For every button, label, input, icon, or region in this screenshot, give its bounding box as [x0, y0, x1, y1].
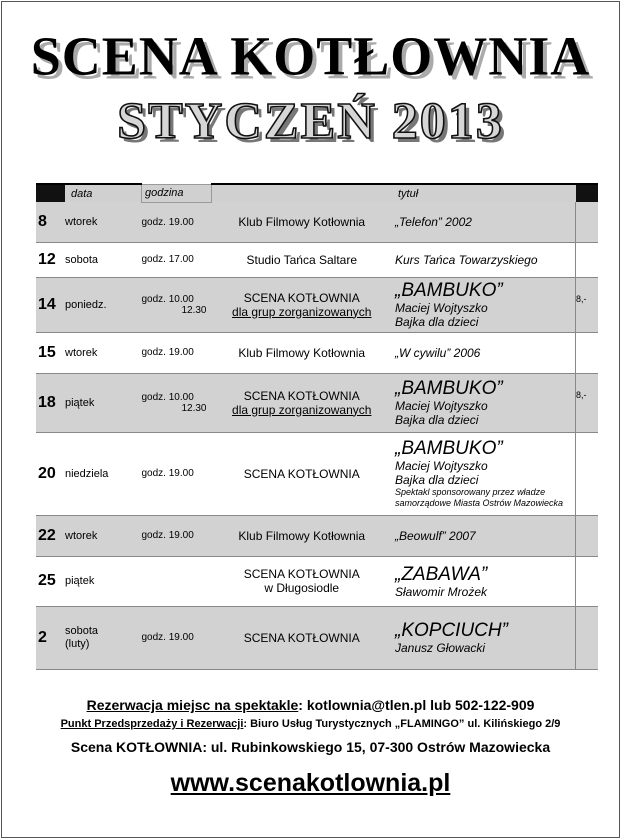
- event-time-cell: [142, 556, 212, 606]
- event-author: Maciej Wojtyszko: [395, 301, 488, 315]
- event-weekday: piątek: [65, 575, 95, 587]
- presale-line: [0, 718, 621, 730]
- event-extra: Bajka dla dzieci: [395, 473, 479, 487]
- event-time: godz. 19.00: [141, 347, 194, 358]
- event-title-cell: [392, 202, 576, 242]
- event-title: „Telefon” 2002: [395, 214, 472, 229]
- event-title: „Beowulf” 2007: [395, 528, 476, 543]
- reservation-contact: : kotlownia@tlen.pl lub 502-122-909: [298, 697, 535, 713]
- event-venue: SCENA KOTŁOWNIA: [243, 630, 360, 645]
- reservation-line: [0, 697, 621, 713]
- event-time: godz. 17.00: [141, 254, 194, 265]
- event-time-cell: [142, 515, 212, 556]
- event-price: [576, 556, 599, 606]
- event-title-big: „BAMBUKO”: [395, 280, 503, 301]
- event-venue-cell: [212, 277, 393, 332]
- event-title-cell: [392, 277, 576, 332]
- event-title-cell: [392, 515, 576, 556]
- event-weekday-cell: [65, 202, 142, 242]
- event-row: [36, 556, 598, 606]
- event-venue-2: dla grup zorganizowanych: [232, 402, 372, 417]
- event-day: 8: [36, 202, 65, 242]
- event-weekday: wtorek: [65, 346, 98, 359]
- event-day: 25: [36, 556, 65, 606]
- table-header: [36, 184, 598, 202]
- event-note: Spektakl sponsorowany przez władze samorządowe Miasta Ostrów Mazowiecka: [395, 487, 564, 508]
- event-extra: Bajka dla dzieci: [395, 413, 479, 427]
- event-title-cell: [392, 606, 576, 669]
- event-venue-cell: [212, 202, 393, 242]
- event-title: Kurs Tańca Towarzyskiego: [395, 252, 538, 267]
- event-weekday: piątek: [65, 396, 95, 409]
- event-row: [36, 515, 598, 556]
- event-row: [36, 373, 598, 432]
- event-weekday: sobota (luty): [65, 624, 99, 650]
- event-row: [36, 242, 598, 277]
- event-row: [36, 432, 598, 515]
- event-venue-cell: [212, 373, 393, 432]
- website-link[interactable]: www.scenakotlownia.pl: [170, 769, 451, 797]
- event-venue-cell: [212, 515, 393, 556]
- event-price: 8,-: [576, 373, 599, 432]
- event-title-cell: [392, 242, 576, 277]
- event-time-cell: [142, 606, 212, 669]
- header-date: data: [65, 184, 142, 202]
- event-weekday-cell: [65, 432, 142, 515]
- event-price: [576, 242, 599, 277]
- event-row: [36, 332, 598, 373]
- event-time: godz. 19.00: [141, 216, 194, 228]
- event-weekday: sobota: [65, 253, 99, 266]
- event-title-big: „BAMBUKO”: [395, 378, 503, 399]
- event-weekday-cell: [65, 277, 142, 332]
- event-row: [36, 606, 598, 669]
- event-time-2: 12.30: [181, 304, 207, 316]
- event-title-cell: [392, 332, 576, 373]
- poster-subtitle: STYCZEŃ 2013: [117, 93, 504, 150]
- event-venue: Klub Filmowy Kotłownia: [238, 528, 366, 543]
- event-weekday: poniedz.: [65, 298, 107, 311]
- event-day: 14: [36, 277, 65, 332]
- event-author: Sławomir Mrożek: [395, 584, 488, 599]
- event-day: 22: [36, 515, 65, 556]
- event-title-cell: [392, 556, 576, 606]
- event-venue: Klub Filmowy Kotłownia: [238, 214, 366, 229]
- event-time-cell: [142, 332, 212, 373]
- event-day: 12: [36, 242, 65, 277]
- event-extra: Bajka dla dzieci: [395, 315, 479, 329]
- event-weekday-cell: [65, 242, 142, 277]
- schedule-table: [36, 183, 598, 670]
- event-venue-cell: [212, 242, 393, 277]
- event-time: godz. 19.00: [141, 632, 194, 643]
- event-row: [36, 277, 598, 332]
- event-title-cell: [392, 373, 576, 432]
- address-line: Scena KOTŁOWNIA: ul. Rubinkowskiego 15, 07-300 Ostrów Mazowiecka: [70, 739, 551, 755]
- event-venue: SCENA KOTŁOWNIA: [243, 466, 360, 481]
- event-time-cell: [142, 202, 212, 242]
- event-venue: SCENA KOTŁOWNIA: [243, 388, 360, 403]
- event-venue: Studio Tańca Saltare: [246, 252, 358, 267]
- event-day: 20: [36, 432, 65, 515]
- event-day: 18: [36, 373, 65, 432]
- event-price: [576, 202, 599, 242]
- header-corner: [36, 184, 65, 202]
- event-row: [36, 202, 598, 242]
- event-price: [576, 606, 599, 669]
- event-venue: Klub Filmowy Kotłownia: [238, 345, 366, 360]
- event-time: godz. 10.00: [141, 293, 194, 305]
- event-time: godz. 19.00: [141, 530, 194, 541]
- event-price: [576, 432, 599, 515]
- event-time: godz. 10.00: [141, 391, 194, 403]
- event-title: „W cywilu” 2006: [395, 345, 481, 360]
- event-time-cell: [142, 242, 212, 277]
- presale-info: : Biuro Usług Turystycznych „FLAMINGO” ul. Kilińskiego 2/9: [243, 718, 561, 730]
- event-price: 8,-: [576, 277, 599, 332]
- event-weekday-cell: [65, 556, 142, 606]
- event-title-big: „BAMBUKO”: [395, 438, 503, 459]
- event-author: Maciej Wojtyszko: [395, 399, 488, 413]
- event-venue-cell: [212, 432, 393, 515]
- poster-title: SCENA KOTŁOWNIA: [30, 25, 591, 87]
- presale-label: Punkt Przedsprzedaży i Rezerwacji: [60, 718, 244, 730]
- event-time-2: 12.30: [181, 402, 207, 414]
- event-venue-cell: [212, 606, 393, 669]
- event-price: [576, 332, 599, 373]
- event-weekday-cell: [65, 606, 142, 669]
- event-venue-cell: [212, 332, 393, 373]
- event-author: Maciej Wojtyszko: [395, 459, 488, 473]
- header-venue: [212, 184, 393, 202]
- reservation-label: Rezerwacja miejsc na spektakle: [86, 697, 299, 713]
- event-day: 2: [36, 606, 65, 669]
- event-venue-cell: [212, 556, 393, 606]
- event-venue-2: dla grup zorganizowanych: [232, 304, 372, 319]
- event-weekday-cell: [65, 515, 142, 556]
- header-time: godzina: [142, 184, 212, 202]
- event-venue: SCENA KOTŁOWNIA: [243, 290, 360, 305]
- event-price: [576, 515, 599, 556]
- event-weekday: wtorek: [65, 529, 98, 542]
- event-weekday: wtorek: [65, 215, 98, 228]
- event-title-big: „ZABAWA”: [395, 563, 488, 585]
- event-weekday-cell: [65, 373, 142, 432]
- event-day: 15: [36, 332, 65, 373]
- event-title-cell: [392, 432, 576, 515]
- event-time-cell: [142, 432, 212, 515]
- event-venue-2: w Długosiodle: [264, 581, 340, 595]
- event-author: Janusz Głowacki: [395, 641, 486, 655]
- header-title: tytuł: [392, 184, 576, 202]
- event-time: godz. 19.00: [141, 468, 194, 479]
- event-time-cell: [142, 277, 212, 332]
- event-weekday-cell: [65, 332, 142, 373]
- event-title-big: „KOPCIUCH”: [395, 620, 508, 641]
- event-weekday: niedziela: [65, 467, 109, 480]
- header-end: [576, 184, 599, 202]
- event-venue: SCENA KOTŁOWNIA: [243, 567, 360, 581]
- event-time-cell: [142, 373, 212, 432]
